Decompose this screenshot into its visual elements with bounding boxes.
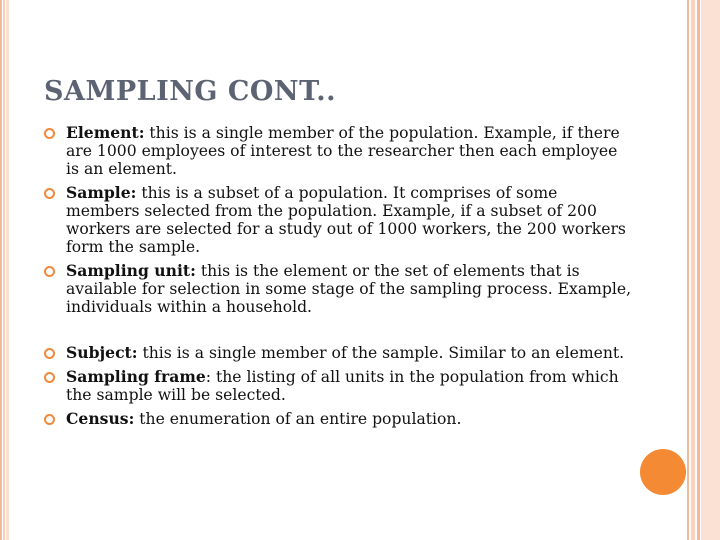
bullet-item-subject	[44, 344, 634, 362]
bullet-term: Sample:	[66, 183, 137, 202]
slide-title: SAMPLING CONT..	[44, 76, 336, 107]
left-border-decoration	[0, 0, 9, 540]
bullet-item-sample	[44, 184, 634, 256]
bullet-text: this is a single member of the sample. Similar to an element.	[137, 344, 625, 362]
bullet-circle-icon	[44, 348, 55, 359]
bullet-circle-icon	[44, 372, 55, 383]
bullet-text: this is the element or the set of elements that is available for selection in some stage of the sampling process. Example, individuals within a household.	[66, 262, 632, 316]
bullet-circle-icon	[44, 266, 55, 277]
bullet-term: Subject:	[66, 343, 138, 362]
bullet-item-census	[44, 410, 634, 428]
right-border-decoration	[687, 0, 720, 540]
bullet-item-sampling-unit	[44, 262, 634, 316]
bullet-circle-icon	[44, 188, 55, 199]
bullet-text: this is a subset of a population. It comprises of some members selected from the population. Example, if a subset of 200 workers are selected for a study out of 1000 workers, the 200 workers form the sample.	[66, 184, 626, 256]
bullet-circle-icon	[44, 414, 55, 425]
bullet-term: Element:	[66, 123, 145, 142]
bullet-list	[44, 124, 634, 434]
bullet-item-element	[44, 124, 634, 178]
bullet-text: this is a single member of the population. Example, if there are 1000 employees of interest to the researcher then each employee is an element.	[66, 124, 620, 178]
bullet-circle-icon	[44, 128, 55, 139]
bullet-item-sampling-frame	[44, 368, 634, 404]
orange-circle-decoration	[640, 449, 686, 495]
bullet-term: Census:	[66, 409, 135, 428]
bullet-text: the enumeration of an entire population.	[134, 410, 462, 428]
bullet-term: Sampling unit:	[66, 261, 196, 280]
bullet-term: Sampling frame	[66, 367, 206, 386]
bullet-text: : the listing of all units in the population from which the sample will be selected.	[66, 368, 619, 404]
